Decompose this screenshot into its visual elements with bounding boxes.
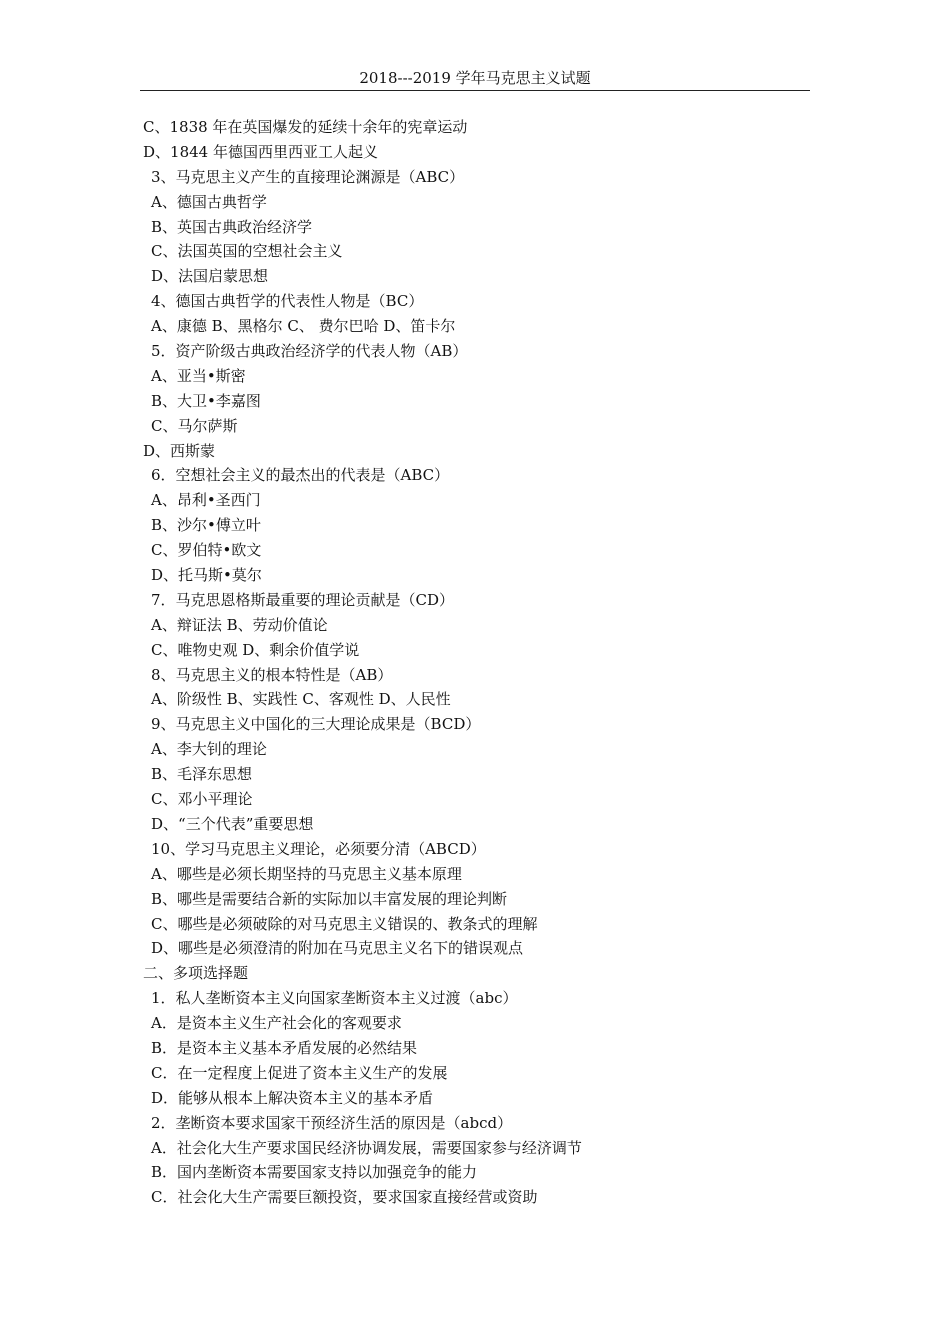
text-line: 4、德国古典哲学的代表性人物是（BC） [151, 292, 424, 311]
text-line: C、法国英国的空想社会主义 [151, 242, 343, 261]
text-line: D、1844 年德国西里西亚工人起义 [143, 142, 378, 161]
text-line: 二、多项选择题 [143, 964, 249, 983]
text-line: C．在一定程度上促进了资本主义生产的发展 [151, 1063, 448, 1082]
text-line: A、德国古典哲学 [151, 192, 267, 211]
text-line: 9、马克思主义中国化的三大理论成果是（BCD） [151, 715, 481, 734]
text-line: 5．资产阶级古典政治经济学的代表人物（AB） [151, 342, 468, 361]
text-line: C、哪些是必须破除的对马克思主义错误的、教条式的理解 [151, 914, 538, 933]
text-line: 7．马克思恩格斯最重要的理论贡献是（CD） [151, 590, 455, 609]
page-header [140, 66, 810, 91]
text-line: A、康德 B、黑格尔 C、 费尔巴哈 D、笛卡尔 [151, 317, 456, 336]
text-line: C、罗伯特•欧文 [151, 541, 262, 560]
text-line: 8、马克思主义的根本特性是（AB） [151, 665, 393, 684]
text-line: A、哪些是必须长期坚持的马克思主义基本原理 [151, 864, 462, 883]
text-line: 3、马克思主义产生的直接理论渊源是（ABC） [151, 167, 465, 186]
text-line: D．能够从根本上解决资本主义的基本矛盾 [151, 1088, 434, 1107]
text-line: A．社会化大生产要求国民经济协调发展，需要国家参与经济调节 [151, 1138, 582, 1157]
text-line: A、辩证法 B、劳动价值论 [151, 615, 328, 634]
text-line: A、昂利•圣西门 [151, 491, 261, 510]
text-line: 6．空想社会主义的最杰出的代表是（ABC） [151, 466, 450, 485]
text-line: C、1838 年在英国爆发的延续十余年的宪章运动 [143, 118, 468, 136]
text-line: B、哪些是需要结合新的实际加以丰富发展的理论判断 [151, 889, 508, 908]
text-line: D、托马斯•莫尔 [151, 566, 262, 585]
text-line: B、沙尔•傅立叶 [151, 516, 261, 535]
text-line: A、亚当•斯密 [151, 366, 246, 385]
text-line: 1．私人垄断资本主义向国家垄断资本主义过渡（abc） [151, 989, 518, 1008]
text-line: B．国内垄断资本需要国家支持以加强竞争的能力 [151, 1163, 478, 1182]
text-line: C．社会化大生产需要巨额投资，要求国家直接经营或资助 [151, 1188, 538, 1207]
text-line: C、唯物史观 D、剩余价值学说 [151, 640, 360, 659]
text-line: C、邓小平理论 [151, 790, 253, 809]
text-line: C、马尔萨斯 [151, 416, 238, 435]
text-line: B、大卫•李嘉图 [151, 391, 261, 410]
text-line: D、哪些是必须澄清的附加在马克思主义名下的错误观点 [151, 939, 524, 958]
text-line: B．是资本主义基本矛盾发展的必然结果 [151, 1038, 418, 1057]
text-line: D、“三个代表”重要思想 [151, 814, 314, 833]
text-line: B、英国古典政治经济学 [151, 217, 313, 236]
text-line: A、阶级性 B、实践性 C、客观性 D、人民性 [151, 690, 451, 709]
text-line: A、李大钊的理论 [151, 740, 267, 759]
text-line: A．是资本主义生产社会化的客观要求 [151, 1014, 402, 1033]
page-title: 2018---2019 学年马克思主义试题 [359, 69, 591, 87]
text-line: D、法国启蒙思想 [151, 267, 269, 286]
text-line: B、毛泽东思想 [151, 765, 253, 784]
text-line: 10、学习马克思主义理论，必须要分清（ABCD） [151, 839, 486, 858]
document-body [143, 115, 823, 1210]
text-line: D、西斯蒙 [143, 441, 216, 460]
text-line: 2．垄断资本要求国家干预经济生活的原因是（abcd） [151, 1113, 513, 1132]
